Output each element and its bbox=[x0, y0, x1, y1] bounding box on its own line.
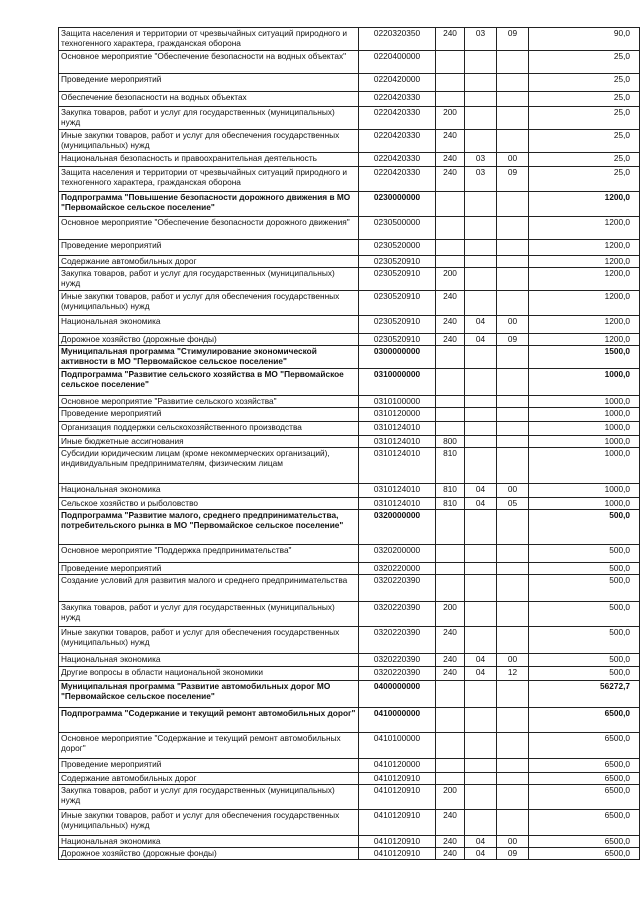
subsection-cell: 00 bbox=[497, 316, 529, 334]
expense-type-cell: 200 bbox=[436, 785, 465, 810]
target-code-cell: 0410120910 bbox=[359, 773, 436, 785]
subsection-cell: 09 bbox=[497, 167, 529, 192]
section-cell bbox=[465, 268, 497, 291]
expense-type-cell bbox=[436, 369, 465, 396]
target-code-cell: 0220420330 bbox=[359, 153, 436, 167]
section-cell: 04 bbox=[465, 836, 497, 848]
subsection-cell bbox=[497, 602, 529, 627]
target-code-cell: 0320220390 bbox=[359, 667, 436, 681]
table-row bbox=[59, 436, 640, 448]
section-cell bbox=[465, 563, 497, 575]
expense-type-cell: 240 bbox=[436, 316, 465, 334]
section-cell bbox=[465, 810, 497, 836]
expense-type-cell bbox=[436, 346, 465, 369]
table-row bbox=[59, 74, 640, 92]
subsection-cell: 09 bbox=[497, 334, 529, 346]
expense-type-cell: 240 bbox=[436, 153, 465, 167]
table-row bbox=[59, 759, 640, 773]
target-code-cell: 0410120910 bbox=[359, 810, 436, 836]
subsection-cell bbox=[497, 217, 529, 240]
table-row bbox=[59, 773, 640, 785]
item-name-cell: Муниципальная программа "Развитие автомобильных дорог МО "Первомайское сельское поселение" bbox=[59, 681, 359, 708]
amount-cell: 1500,0 bbox=[529, 346, 640, 369]
target-code-cell: 0230520000 bbox=[359, 240, 436, 256]
target-code-cell: 0310000000 bbox=[359, 369, 436, 396]
table-row bbox=[59, 681, 640, 708]
subsection-cell bbox=[497, 510, 529, 545]
section-cell bbox=[465, 346, 497, 369]
item-name-cell: Проведение мероприятий bbox=[59, 240, 359, 256]
item-name-cell: Другие вопросы в области национальной экономики bbox=[59, 667, 359, 681]
target-code-cell: 0220420000 bbox=[359, 74, 436, 92]
target-code-cell: 0310124010 bbox=[359, 436, 436, 448]
subsection-cell bbox=[497, 268, 529, 291]
target-code-cell: 0220420330 bbox=[359, 107, 436, 130]
table-row bbox=[59, 602, 640, 627]
table-row bbox=[59, 422, 640, 436]
subsection-cell bbox=[497, 436, 529, 448]
item-name-cell: Основное мероприятие "Поддержка предпринимательства" bbox=[59, 545, 359, 563]
item-name-cell: Национальная экономика bbox=[59, 654, 359, 667]
expense-type-cell: 240 bbox=[436, 28, 465, 51]
table-row bbox=[59, 667, 640, 681]
target-code-cell: 0310124010 bbox=[359, 448, 436, 484]
target-code-cell: 0320200000 bbox=[359, 545, 436, 563]
item-name-cell: Иные закупки товаров, работ и услуг для обеспечения государственных (муниципальных) нужд bbox=[59, 291, 359, 316]
expense-type-cell bbox=[436, 545, 465, 563]
target-code-cell: 0410120910 bbox=[359, 836, 436, 848]
table-row bbox=[59, 268, 640, 291]
section-cell: 04 bbox=[465, 316, 497, 334]
expense-type-cell: 810 bbox=[436, 484, 465, 498]
section-cell bbox=[465, 759, 497, 773]
amount-cell: 6500,0 bbox=[529, 785, 640, 810]
section-cell bbox=[465, 436, 497, 448]
item-name-cell: Содержание автомобильных дорог bbox=[59, 256, 359, 268]
target-code-cell: 0310124010 bbox=[359, 422, 436, 436]
amount-cell: 56272,7 bbox=[529, 681, 640, 708]
expense-type-cell bbox=[436, 773, 465, 785]
table-row bbox=[59, 575, 640, 602]
subsection-cell: 09 bbox=[497, 28, 529, 51]
table-row bbox=[59, 153, 640, 167]
target-code-cell: 0230000000 bbox=[359, 192, 436, 217]
amount-cell: 25,0 bbox=[529, 51, 640, 74]
item-name-cell: Подпрограмма "Повышение безопасности дорожного движения в МО "Первомайское сельское поселение" bbox=[59, 192, 359, 217]
budget-table bbox=[58, 27, 640, 860]
subsection-cell bbox=[497, 448, 529, 484]
item-name-cell: Национальная безопасность и правоохранительная деятельность bbox=[59, 153, 359, 167]
target-code-cell: 0220400000 bbox=[359, 51, 436, 74]
amount-cell: 1200,0 bbox=[529, 268, 640, 291]
amount-cell: 1200,0 bbox=[529, 334, 640, 346]
subsection-cell bbox=[497, 240, 529, 256]
subsection-cell bbox=[497, 291, 529, 316]
subsection-cell bbox=[497, 627, 529, 654]
subsection-cell bbox=[497, 810, 529, 836]
item-name-cell: Иные закупки товаров, работ и услуг для обеспечения государственных (муниципальных) нужд bbox=[59, 627, 359, 654]
section-cell bbox=[465, 422, 497, 436]
table-row bbox=[59, 369, 640, 396]
item-name-cell: Создание условий для развития малого и среднего предпринимательства bbox=[59, 575, 359, 602]
section-cell bbox=[465, 627, 497, 654]
table-row bbox=[59, 28, 640, 51]
table-row bbox=[59, 167, 640, 192]
expense-type-cell bbox=[436, 396, 465, 408]
subsection-cell: 00 bbox=[497, 654, 529, 667]
target-code-cell: 0310120000 bbox=[359, 408, 436, 422]
section-cell: 04 bbox=[465, 654, 497, 667]
expense-type-cell: 240 bbox=[436, 810, 465, 836]
subsection-cell bbox=[497, 92, 529, 107]
amount-cell: 500,0 bbox=[529, 563, 640, 575]
item-name-cell: Закупка товаров, работ и услуг для государственных (муниципальных) нужд bbox=[59, 785, 359, 810]
amount-cell: 1000,0 bbox=[529, 484, 640, 498]
item-name-cell: Иные закупки товаров, работ и услуг для обеспечения государственных (муниципальных) нужд bbox=[59, 130, 359, 153]
item-name-cell: Муниципальная программа "Стимулирование экономической активности в МО "Первомайское сельское поселение" bbox=[59, 346, 359, 369]
target-code-cell: 0320220390 bbox=[359, 654, 436, 667]
table-row bbox=[59, 448, 640, 484]
section-cell bbox=[465, 785, 497, 810]
amount-cell: 6500,0 bbox=[529, 836, 640, 848]
table-row bbox=[59, 217, 640, 240]
subsection-cell bbox=[497, 192, 529, 217]
subsection-cell bbox=[497, 107, 529, 130]
table-row bbox=[59, 256, 640, 268]
amount-cell: 1000,0 bbox=[529, 408, 640, 422]
subsection-cell bbox=[497, 396, 529, 408]
table-row bbox=[59, 408, 640, 422]
target-code-cell: 0310100000 bbox=[359, 396, 436, 408]
expense-type-cell: 240 bbox=[436, 836, 465, 848]
target-code-cell: 0410100000 bbox=[359, 733, 436, 759]
section-cell bbox=[465, 510, 497, 545]
amount-cell: 6500,0 bbox=[529, 708, 640, 733]
expense-type-cell: 240 bbox=[436, 291, 465, 316]
amount-cell: 25,0 bbox=[529, 107, 640, 130]
expense-type-cell: 240 bbox=[436, 167, 465, 192]
target-code-cell: 0230520910 bbox=[359, 291, 436, 316]
expense-type-cell bbox=[436, 74, 465, 92]
section-cell bbox=[465, 256, 497, 268]
amount-cell: 1000,0 bbox=[529, 422, 640, 436]
table-row bbox=[59, 240, 640, 256]
section-cell: 03 bbox=[465, 153, 497, 167]
target-code-cell: 0230520910 bbox=[359, 256, 436, 268]
item-name-cell: Основное мероприятие "Содержание и текущий ремонт автомобильных дорог" bbox=[59, 733, 359, 759]
item-name-cell: Национальная экономика bbox=[59, 484, 359, 498]
expense-type-cell bbox=[436, 217, 465, 240]
subsection-cell bbox=[497, 256, 529, 268]
item-name-cell: Проведение мероприятий bbox=[59, 408, 359, 422]
section-cell bbox=[465, 408, 497, 422]
expense-type-cell: 810 bbox=[436, 498, 465, 510]
expense-type-cell: 240 bbox=[436, 334, 465, 346]
amount-cell: 6500,0 bbox=[529, 773, 640, 785]
section-cell bbox=[465, 681, 497, 708]
table-row bbox=[59, 836, 640, 848]
amount-cell: 25,0 bbox=[529, 167, 640, 192]
table-row bbox=[59, 627, 640, 654]
expense-type-cell: 200 bbox=[436, 602, 465, 627]
item-name-cell: Основное мероприятие "Развитие сельского хозяйства" bbox=[59, 396, 359, 408]
expense-type-cell bbox=[436, 92, 465, 107]
expense-type-cell bbox=[436, 192, 465, 217]
table-row bbox=[59, 733, 640, 759]
section-cell bbox=[465, 369, 497, 396]
target-code-cell: 0320220390 bbox=[359, 627, 436, 654]
amount-cell: 500,0 bbox=[529, 602, 640, 627]
table-row bbox=[59, 334, 640, 346]
amount-cell: 1200,0 bbox=[529, 192, 640, 217]
subsection-cell bbox=[497, 369, 529, 396]
target-code-cell: 0320220390 bbox=[359, 575, 436, 602]
amount-cell: 25,0 bbox=[529, 130, 640, 153]
expense-type-cell bbox=[436, 256, 465, 268]
amount-cell: 1200,0 bbox=[529, 256, 640, 268]
section-cell: 04 bbox=[465, 667, 497, 681]
item-name-cell: Проведение мероприятий bbox=[59, 74, 359, 92]
section-cell bbox=[465, 602, 497, 627]
table-row bbox=[59, 396, 640, 408]
subsection-cell bbox=[497, 759, 529, 773]
amount-cell: 1200,0 bbox=[529, 217, 640, 240]
section-cell bbox=[465, 217, 497, 240]
subsection-cell: 00 bbox=[497, 836, 529, 848]
table-row bbox=[59, 291, 640, 316]
subsection-cell: 00 bbox=[497, 153, 529, 167]
item-name-cell: Дорожное хозяйство (дорожные фонды) bbox=[59, 848, 359, 860]
subsection-cell bbox=[497, 408, 529, 422]
amount-cell: 90,0 bbox=[529, 28, 640, 51]
expense-type-cell bbox=[436, 563, 465, 575]
item-name-cell: Подпрограмма "Развитие малого, среднего предпринимательства, потребительского рынка в МО "Первомайское сельское поселение" bbox=[59, 510, 359, 545]
target-code-cell: 0220420330 bbox=[359, 130, 436, 153]
subsection-cell bbox=[497, 708, 529, 733]
expense-type-cell: 810 bbox=[436, 448, 465, 484]
section-cell bbox=[465, 92, 497, 107]
item-name-cell: Иные закупки товаров, работ и услуг для обеспечения государственных (муниципальных) нужд bbox=[59, 810, 359, 836]
amount-cell: 6500,0 bbox=[529, 759, 640, 773]
table-row bbox=[59, 346, 640, 369]
subsection-cell bbox=[497, 74, 529, 92]
item-name-cell: Сельское хозяйство и рыболовство bbox=[59, 498, 359, 510]
item-name-cell: Основное мероприятие "Обеспечение безопасности дорожного движения" bbox=[59, 217, 359, 240]
table-row bbox=[59, 192, 640, 217]
item-name-cell: Закупка товаров, работ и услуг для государственных (муниципальных) нужд bbox=[59, 107, 359, 130]
subsection-cell bbox=[497, 733, 529, 759]
amount-cell: 25,0 bbox=[529, 92, 640, 107]
subsection-cell bbox=[497, 346, 529, 369]
section-cell bbox=[465, 51, 497, 74]
item-name-cell: Подпрограмма "Содержание и текущий ремонт автомобильных дорог" bbox=[59, 708, 359, 733]
amount-cell: 25,0 bbox=[529, 74, 640, 92]
amount-cell: 6500,0 bbox=[529, 810, 640, 836]
target-code-cell: 0300000000 bbox=[359, 346, 436, 369]
target-code-cell: 0230520910 bbox=[359, 334, 436, 346]
target-code-cell: 0410120910 bbox=[359, 785, 436, 810]
expense-type-cell: 240 bbox=[436, 848, 465, 860]
amount-cell: 500,0 bbox=[529, 667, 640, 681]
amount-cell: 1000,0 bbox=[529, 436, 640, 448]
amount-cell: 6500,0 bbox=[529, 848, 640, 860]
table-row bbox=[59, 51, 640, 74]
expense-type-cell: 240 bbox=[436, 654, 465, 667]
target-code-cell: 0230520910 bbox=[359, 268, 436, 291]
target-code-cell: 0220320350 bbox=[359, 28, 436, 51]
subsection-cell: 05 bbox=[497, 498, 529, 510]
expense-type-cell: 240 bbox=[436, 667, 465, 681]
target-code-cell: 0220420330 bbox=[359, 167, 436, 192]
amount-cell: 500,0 bbox=[529, 545, 640, 563]
expense-type-cell bbox=[436, 575, 465, 602]
table-row bbox=[59, 484, 640, 498]
section-cell bbox=[465, 192, 497, 217]
section-cell bbox=[465, 708, 497, 733]
table-row bbox=[59, 785, 640, 810]
amount-cell: 25,0 bbox=[529, 153, 640, 167]
table-row bbox=[59, 316, 640, 334]
expense-type-cell: 240 bbox=[436, 627, 465, 654]
table-row bbox=[59, 810, 640, 836]
subsection-cell bbox=[497, 575, 529, 602]
section-cell: 04 bbox=[465, 848, 497, 860]
expense-type-cell bbox=[436, 759, 465, 773]
amount-cell: 1200,0 bbox=[529, 240, 640, 256]
amount-cell: 1200,0 bbox=[529, 291, 640, 316]
subsection-cell bbox=[497, 773, 529, 785]
target-code-cell: 0220420330 bbox=[359, 92, 436, 107]
amount-cell: 500,0 bbox=[529, 627, 640, 654]
item-name-cell: Закупка товаров, работ и услуг для государственных (муниципальных) нужд bbox=[59, 268, 359, 291]
expense-type-cell: 800 bbox=[436, 436, 465, 448]
expense-type-cell bbox=[436, 733, 465, 759]
target-code-cell: 0230500000 bbox=[359, 217, 436, 240]
section-cell bbox=[465, 773, 497, 785]
section-cell bbox=[465, 733, 497, 759]
table-row bbox=[59, 545, 640, 563]
target-code-cell: 0320000000 bbox=[359, 510, 436, 545]
section-cell bbox=[465, 448, 497, 484]
item-name-cell: Защита населения и территории от чрезвычайных ситуаций природного и техногенного характера, гражданская оборона bbox=[59, 167, 359, 192]
expense-type-cell bbox=[436, 408, 465, 422]
section-cell bbox=[465, 74, 497, 92]
target-code-cell: 0410120000 bbox=[359, 759, 436, 773]
section-cell bbox=[465, 291, 497, 316]
item-name-cell: Иные бюджетные ассигнования bbox=[59, 436, 359, 448]
item-name-cell: Подпрограмма "Развитие сельского хозяйства в МО "Первомайское сельское поселение" bbox=[59, 369, 359, 396]
section-cell bbox=[465, 575, 497, 602]
section-cell: 03 bbox=[465, 28, 497, 51]
item-name-cell: Субсидии юридическим лицам (кроме некоммерческих организаций), индивидуальным предпринимателям, физическим лицам bbox=[59, 448, 359, 484]
item-name-cell: Содержание автомобильных дорог bbox=[59, 773, 359, 785]
subsection-cell bbox=[497, 130, 529, 153]
item-name-cell: Дорожное хозяйство (дорожные фонды) bbox=[59, 334, 359, 346]
table-row bbox=[59, 498, 640, 510]
section-cell: 03 bbox=[465, 167, 497, 192]
table-row bbox=[59, 848, 640, 860]
item-name-cell: Организация поддержки сельскохозяйственного производства bbox=[59, 422, 359, 436]
table-row bbox=[59, 510, 640, 545]
amount-cell: 500,0 bbox=[529, 510, 640, 545]
subsection-cell bbox=[497, 563, 529, 575]
table-row bbox=[59, 708, 640, 733]
item-name-cell: Закупка товаров, работ и услуг для государственных (муниципальных) нужд bbox=[59, 602, 359, 627]
target-code-cell: 0320220000 bbox=[359, 563, 436, 575]
section-cell bbox=[465, 396, 497, 408]
expense-type-cell bbox=[436, 422, 465, 436]
table-row bbox=[59, 92, 640, 107]
section-cell: 04 bbox=[465, 498, 497, 510]
subsection-cell: 12 bbox=[497, 667, 529, 681]
amount-cell: 500,0 bbox=[529, 575, 640, 602]
subsection-cell bbox=[497, 545, 529, 563]
amount-cell: 1000,0 bbox=[529, 396, 640, 408]
expense-type-cell: 240 bbox=[436, 130, 465, 153]
amount-cell: 1200,0 bbox=[529, 316, 640, 334]
section-cell bbox=[465, 240, 497, 256]
item-name-cell: Защита населения и территории от чрезвычайных ситуаций природного и техногенного характера, гражданская оборона bbox=[59, 28, 359, 51]
expense-type-cell bbox=[436, 240, 465, 256]
table-row bbox=[59, 654, 640, 667]
target-code-cell: 0410000000 bbox=[359, 708, 436, 733]
table-row bbox=[59, 107, 640, 130]
amount-cell: 500,0 bbox=[529, 654, 640, 667]
section-cell: 04 bbox=[465, 484, 497, 498]
expense-type-cell bbox=[436, 51, 465, 74]
item-name-cell: Проведение мероприятий bbox=[59, 759, 359, 773]
target-code-cell: 0320220390 bbox=[359, 602, 436, 627]
item-name-cell: Национальная экономика bbox=[59, 836, 359, 848]
subsection-cell: 09 bbox=[497, 848, 529, 860]
subsection-cell bbox=[497, 681, 529, 708]
section-cell: 04 bbox=[465, 334, 497, 346]
subsection-cell bbox=[497, 422, 529, 436]
item-name-cell: Проведение мероприятий bbox=[59, 563, 359, 575]
amount-cell: 6500,0 bbox=[529, 733, 640, 759]
expense-type-cell bbox=[436, 681, 465, 708]
table-row bbox=[59, 563, 640, 575]
expense-type-cell: 200 bbox=[436, 268, 465, 291]
target-code-cell: 0230520910 bbox=[359, 316, 436, 334]
subsection-cell bbox=[497, 51, 529, 74]
amount-cell: 1000,0 bbox=[529, 498, 640, 510]
target-code-cell: 0310124010 bbox=[359, 484, 436, 498]
section-cell bbox=[465, 107, 497, 130]
subsection-cell bbox=[497, 785, 529, 810]
expense-type-cell: 200 bbox=[436, 107, 465, 130]
budget-table-body bbox=[59, 28, 640, 860]
target-code-cell: 0410120910 bbox=[359, 848, 436, 860]
target-code-cell: 0310124010 bbox=[359, 498, 436, 510]
expense-type-cell bbox=[436, 510, 465, 545]
expense-type-cell bbox=[436, 708, 465, 733]
item-name-cell: Обеспечение безопасности на водных объектах bbox=[59, 92, 359, 107]
subsection-cell: 00 bbox=[497, 484, 529, 498]
amount-cell: 1000,0 bbox=[529, 369, 640, 396]
item-name-cell: Основное мероприятие "Обеспечение безопасности на водных объектах" bbox=[59, 51, 359, 74]
section-cell bbox=[465, 545, 497, 563]
item-name-cell: Национальная экономика bbox=[59, 316, 359, 334]
table-row bbox=[59, 130, 640, 153]
target-code-cell: 0400000000 bbox=[359, 681, 436, 708]
section-cell bbox=[465, 130, 497, 153]
amount-cell: 1000,0 bbox=[529, 448, 640, 484]
